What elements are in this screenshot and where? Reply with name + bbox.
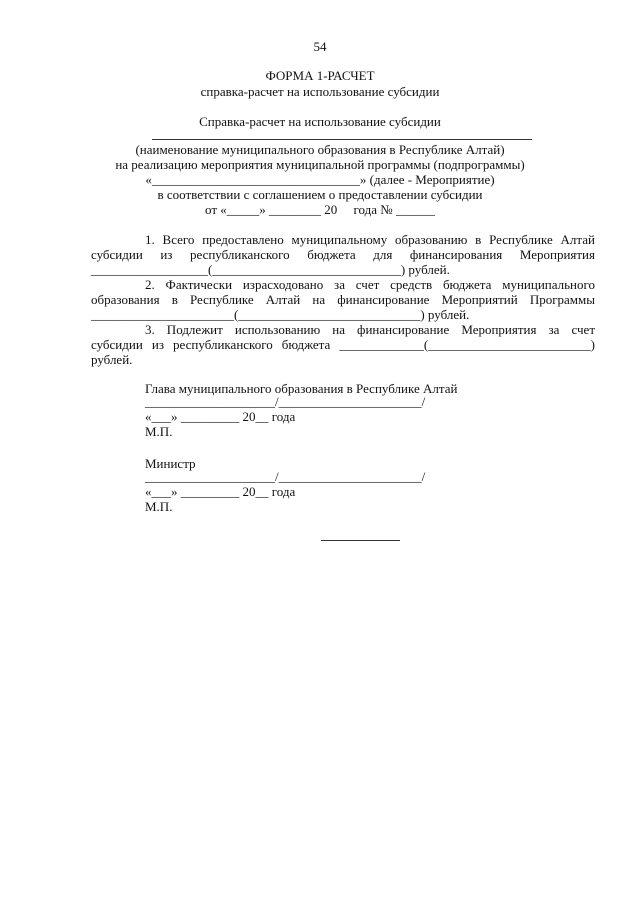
item-3-line-2: субсидии из республиканского бюджета _____________(_________________________) [91, 337, 595, 352]
event-line: «________________________________» (далее - Мероприятие) [145, 172, 495, 187]
item-2-line-3: ______________________(____________________________) рублей. [91, 307, 470, 322]
minister-stamp-place: М.П. [145, 499, 173, 514]
item-1-line-1: 1. Всего предоставлено муниципальному образованию в Республике Алтай [145, 232, 595, 247]
agreement-date-line: от «_____» ________ 20 года № ______ [205, 202, 435, 217]
form-subtitle: справка-расчет на использование субсидии [200, 84, 440, 99]
item-2-line-2: образования в Республике Алтай на финансирование Мероприятий Программы [91, 292, 595, 307]
page-number: 54 [313, 39, 327, 54]
minister-signature-title: Министр [145, 456, 196, 471]
head-signature-title: Глава муниципального образования в Республике Алтай [145, 381, 458, 396]
document-title: Справка-расчет на использование субсидии [199, 114, 441, 129]
agreement-line: в соответствии с соглашением о предоставлении субсидии [157, 187, 483, 202]
closing-separator [321, 540, 400, 541]
item-2-line-1: 2. Фактически израсходовано за счет средств бюджета муниципального [145, 277, 595, 292]
head-signature-line: ____________________/______________________/ [145, 394, 426, 409]
minister-signature-date: «___» _________ 20__ года [145, 484, 296, 499]
item-1-line-3: __________________(_____________________________) рублей. [91, 262, 450, 277]
minister-signature-line: ____________________/______________________/ [145, 469, 426, 484]
item-1-line-2: субсидии из республиканского бюджета для финансирования Мероприятия [91, 247, 595, 262]
item-3-line-3: рублей. [91, 352, 133, 367]
head-stamp-place: М.П. [145, 424, 173, 439]
head-signature-date: «___» _________ 20__ года [145, 409, 296, 424]
program-line: на реализацию мероприятия муниципальной программы (подпрограммы) [115, 157, 525, 172]
municipality-name-blank [152, 139, 532, 140]
form-title: ФОРМА 1-РАСЧЕТ [265, 68, 375, 83]
municipality-caption: (наименование муниципального образования в Республике Алтай) [135, 142, 505, 157]
item-3-line-1: 3. Подлежит использованию на финансирование Мероприятия за счет [145, 322, 595, 337]
